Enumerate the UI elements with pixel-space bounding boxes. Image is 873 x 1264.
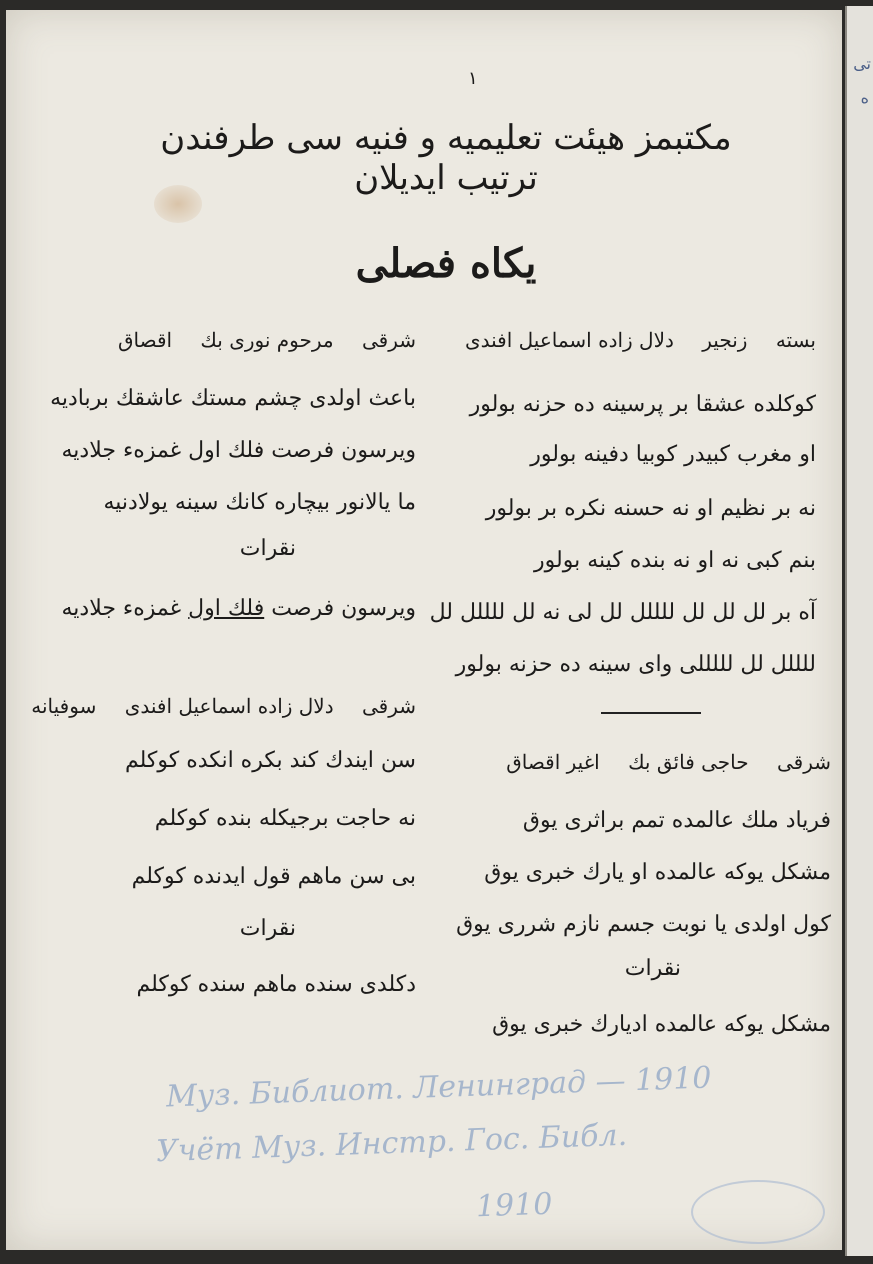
lyric-line: آه بر لل لل لل للللل لل لى نه لل للللل لل [429, 600, 816, 625]
section-title: يكاه فصلى [355, 240, 537, 287]
stamp-line: Муз. Библиот. Ленинград — 1910 [165, 1060, 713, 1115]
facing-page-edge [845, 6, 873, 1256]
right-column-song-2 [456, 750, 831, 1050]
stamp-line: Учёт Муз. Инстр. Гос. Библ. [155, 1117, 628, 1170]
song-usul: اغير اقصاق [506, 750, 600, 774]
page-number: ١ [468, 68, 478, 89]
song-usul: اقصاق [117, 328, 173, 352]
lyric-line: للللل لل لللللى واى سينه ده حزنه بولور [455, 652, 816, 677]
song-heading [484, 750, 831, 774]
nakarat-line: مشكل يوكه عالمده اديارك خبرى يوق [492, 1012, 831, 1037]
nakarat-label: نقرات [239, 536, 296, 561]
left-column-song-1 [46, 328, 416, 658]
nakarat-label: نقرات [624, 956, 681, 981]
lyric-line: كوكلده عشقا بر پرسينه ده حزنه بولور [469, 392, 816, 417]
facing-page-text: تى [853, 54, 871, 73]
facing-page-text: ه [860, 88, 869, 107]
lyric-line: سن ايندك كند بكره انكده كوكلم [125, 748, 416, 773]
lyric-line: او مغرب كبيدر كوبيا دفينه بولور [530, 442, 816, 467]
song-form: شرقى [361, 328, 416, 352]
nakarat-label: نقرات [239, 916, 296, 941]
song-form: شرقى [776, 750, 831, 774]
song-composer: دلال زاده اسماعيل افندى [124, 694, 334, 718]
library-stamp [106, 1060, 866, 1260]
lyric-line: نه بر نظيم او نه حسنه نكره بر بولور [485, 496, 816, 521]
nakarat-line-start: ويرسون فرصت [271, 596, 416, 621]
song-heading [443, 328, 816, 352]
song-composer: حاجى فائق بك [628, 750, 749, 774]
lyric-line: بى سن ماهم قول ايدنده كوكلم [131, 864, 416, 889]
manuscript-page [6, 10, 842, 1250]
right-column-song-1 [429, 328, 816, 728]
stamp-oval [691, 1180, 825, 1244]
song-heading [96, 328, 416, 352]
song-usul: زنجير [702, 328, 748, 352]
lyric-line: كول اولدى يا نوبت جسم نازم شررى يوق [456, 912, 831, 937]
lyric-line: ويرسون فرصت فلك اول غمزهء جلاديه [61, 438, 416, 463]
song-usul: سوفيانه [31, 694, 97, 718]
song-form: بسته [775, 328, 816, 352]
section-divider [601, 712, 701, 714]
nakarat-line: دكلدى سنده ماهم سنده كوكلم [136, 972, 416, 997]
song-form: شرقى [361, 694, 416, 718]
lyric-line: مشكل يوكه عالمده او يارك خبرى يوق [484, 860, 831, 885]
nakarat-line [61, 596, 416, 622]
song-heading [9, 694, 416, 718]
song-composer: مرحوم نورى بك [200, 328, 334, 352]
lyric-line: ما يالانور بيچاره كانك سينه يولادنيه [103, 490, 416, 515]
lyric-line: بنم كبى نه او نه بنده كينه بولور [534, 548, 816, 573]
lyric-line: باعث اولدى چشم مستك عاشقك برباديه [50, 386, 416, 411]
left-column-song-2 [31, 694, 416, 1014]
nakarat-line-end: غمزهء جلاديه [61, 596, 182, 621]
lyric-line: نه حاجت برجيكله بنده كوكلم [154, 806, 416, 831]
header-title: مكتبمز هيئت تعليميه و فنيه سى طرفندن ترتيب ايديلان [160, 118, 732, 198]
stamp-line: 1910 [475, 1186, 553, 1225]
song-composer: دلال زاده اسماعيل افندى [464, 328, 674, 352]
nakarat-line-underlined: فلك اول [188, 596, 265, 621]
lyric-line: فرياد ملك عالمده تمم براثرى يوق [522, 808, 831, 833]
